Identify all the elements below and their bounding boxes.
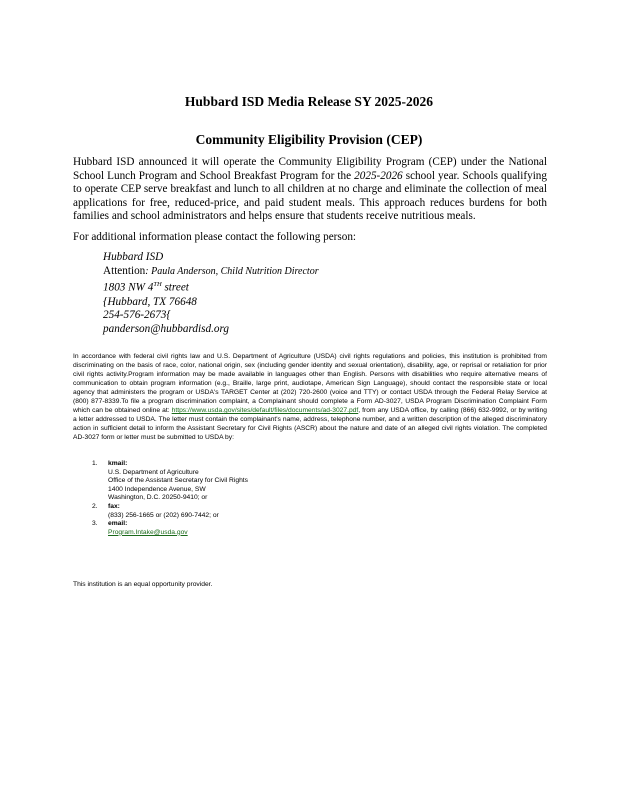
intro-text-2: school year. Schools qualifying to operate CEP serve breakfast and lunch to all children at no charge and eliminate the collection of meal applications for free, reduced-price, and paid student meals. This approach reduces burdens for both families and school administrators and helps ensure that students receive nutritious meals. <box>73 169 547 223</box>
ad-3027-link[interactable]: https://www.usda.gov/sites/default/files/documents/ad-3027.pdf <box>171 407 359 414</box>
intro-text-1: Hubbard ISD announced it will operate the Community Eligibility Program (CEP) under the National School Lunch Program and School Breakfast Program for the <box>73 156 547 182</box>
contact-attention <box>103 265 503 279</box>
mail-line: Washington, D.C. 20250-9410; or <box>108 494 208 502</box>
item-number: 1. <box>92 460 98 467</box>
legal-text-2: , from any USDA office, by calling (866) 632-9992, or by writing a letter addressed to USDA. The letter must contain the complainant's name, address, telephone number, and a written description of the alleged discriminatory action in sufficient detail to inform the Assistant Secretary for Civil Rights (ASCR) about the nature and date of an alleged civil rights violation. The completed AD-3027 form or letter must be submitted to USDA by: <box>73 407 547 441</box>
document-title: Hubbard ISD Media Release SY 2025-2026 <box>184 94 434 109</box>
contact-org: Hubbard ISD <box>103 251 164 263</box>
submission-item-email <box>92 520 392 537</box>
nondiscrimination-statement <box>73 352 547 442</box>
fax-numbers: (833) 256-1665 or (202) 690-7442; or <box>108 511 219 519</box>
attention-label: Attention <box>103 264 146 277</box>
submission-item-fax <box>92 503 392 520</box>
intro-school-year: 2025-2026 <box>354 169 403 182</box>
item-label: email: <box>108 520 128 528</box>
street-suffix: street <box>161 281 189 294</box>
legal-text-1: In accordance with federal civil rights law and U.S. Department of Agriculture (USDA) civil rights regulations and policies, this institution is prohibited from discriminating on the basis of race, color, national origin, sex (including gender identity and sexual orientation), disability, age, or reprisal or retaliation for prior civil rights activity.Program information may be made available in languages other than English. Persons with disabilities who require alternative means of communication to obtain program information (e.g., Braille, large print, audiotape, American Sign Language), should contact the responsible state or local agency that administers the program or USDA's TARGET Center at (202) 720-2600 (voice and TTY) or contact USDA through the Federal Relay Service at (800) 877-8339.To file a program discrimination complaint, a Complainant should complete a Form AD-3027, USDA Program Discrimination Complaint Form which can be obtained online at: <box>73 353 547 414</box>
contact-street <box>103 278 503 295</box>
item-label: fax: <box>108 502 120 510</box>
contact-city: {Hubbard, TX 76648 <box>103 295 197 308</box>
intro-paragraph <box>73 156 547 224</box>
mail-line: U.S. Department of Agriculture <box>108 468 199 476</box>
mail-line: Office of the Assistant Secretary for Civil Rights <box>108 477 248 485</box>
submission-list <box>92 460 392 537</box>
contact-block <box>103 251 503 336</box>
contact-intro: For additional information please contact the following person: <box>73 231 357 243</box>
submission-item-mail <box>92 460 392 503</box>
item-label: kmail: <box>108 460 128 467</box>
equal-opportunity-statement: This institution is an equal opportunity provider. <box>73 581 213 588</box>
mail-line: 1400 Independence Avenue, SW <box>108 485 206 493</box>
street-superscript: TH <box>153 281 162 289</box>
street-text: 1803 NW 4 <box>103 281 154 294</box>
contact-email[interactable]: panderson@hubbardisd.org <box>103 322 230 335</box>
contact-phone: 254-576-2673{ <box>103 309 171 322</box>
item-number: 3. <box>92 520 98 528</box>
program-intake-email-link[interactable]: Program.Intake@usda.gov <box>108 528 188 536</box>
item-number: 2. <box>92 502 98 510</box>
document-subtitle: Community Eligibility Provision (CEP) <box>195 132 423 147</box>
attention-value: : Paula Anderson, Child Nutrition Director <box>145 265 319 277</box>
